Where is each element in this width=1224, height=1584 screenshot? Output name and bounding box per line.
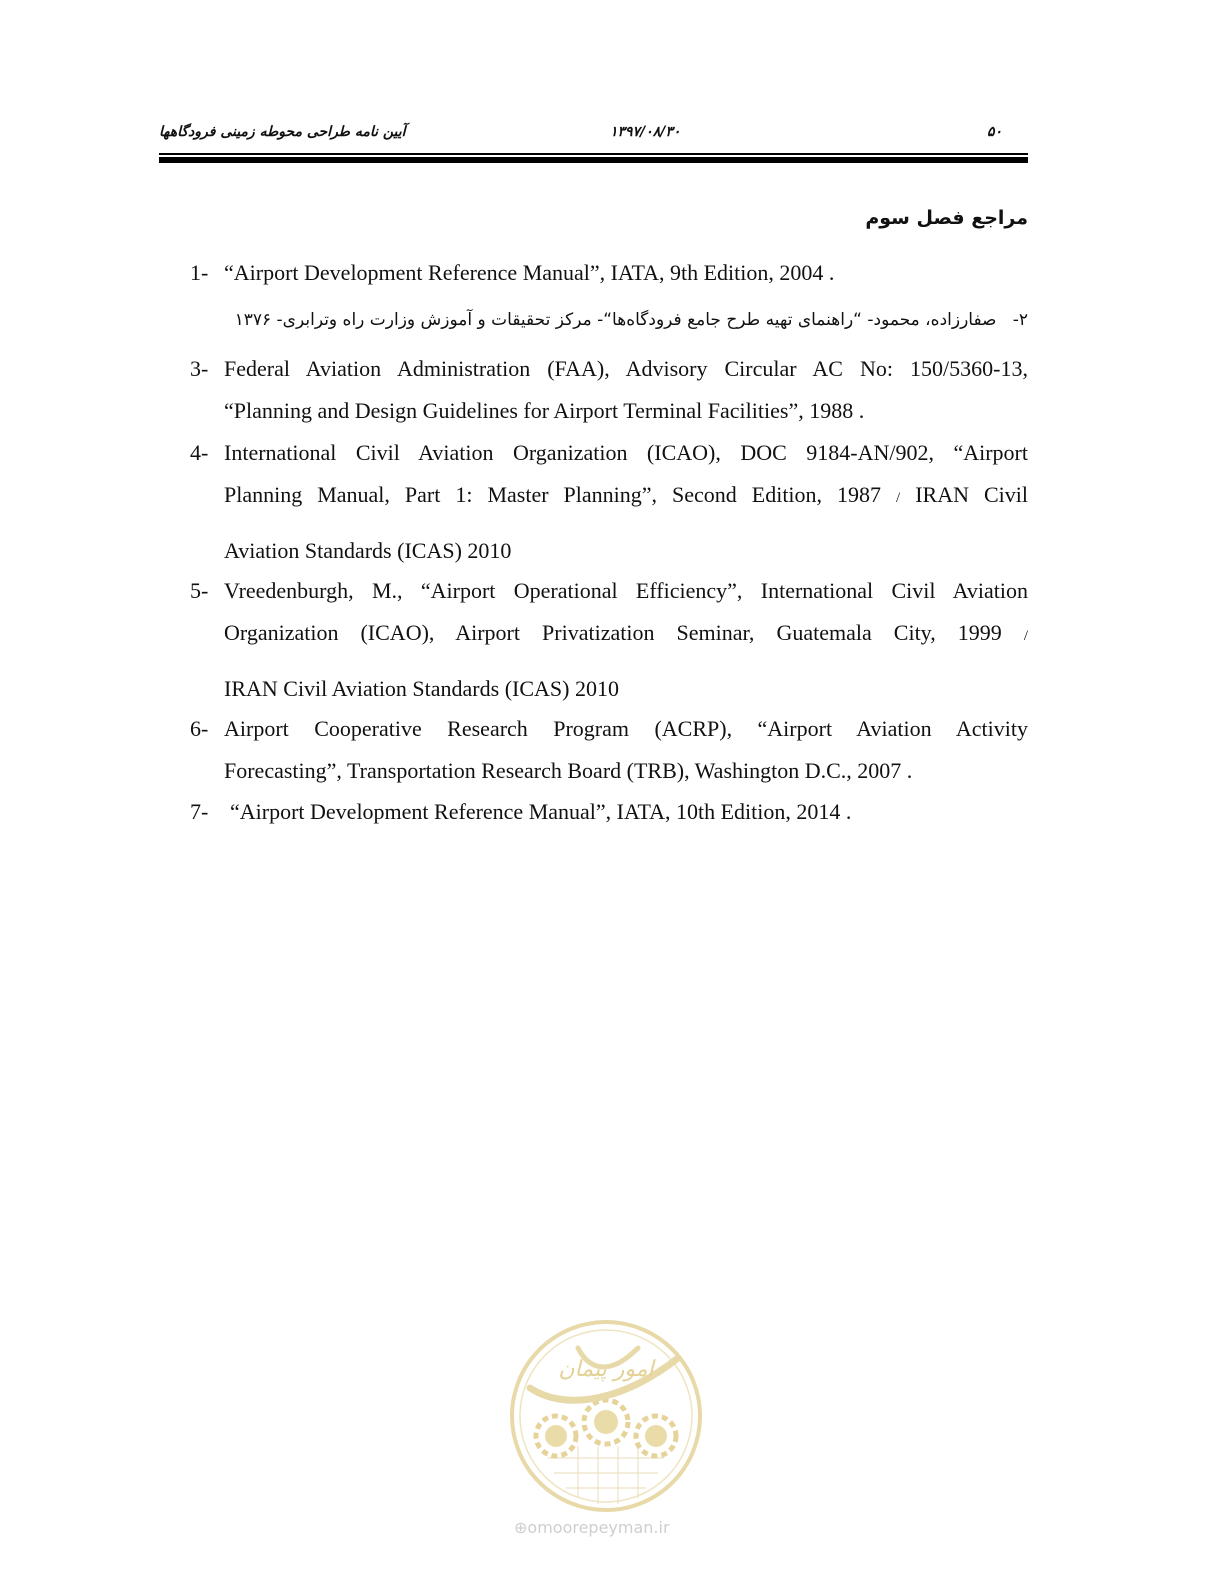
watermark-logo xyxy=(508,1318,704,1514)
page-header xyxy=(159,120,1028,148)
reference-line: Vreedenburgh, M., “Airport Operational Efficiency”, International Civil Aviation xyxy=(224,578,1028,603)
reference-line: International Civil Aviation Organization (ICAO), DOC 9184-AN/902, “Airport xyxy=(224,440,1028,465)
reference-number: 3- xyxy=(190,356,209,381)
watermark-url xyxy=(514,1518,670,1537)
reference-number: 7- xyxy=(190,799,209,824)
reference-number: 4- xyxy=(190,440,209,465)
reference-line: IRAN Civil Aviation Standards (ICAS) 2010 xyxy=(224,676,619,701)
reference-number: 5- xyxy=(190,578,209,603)
reference-number: 1- xyxy=(190,260,209,285)
reference-line: Aviation Standards (ICAS) 2010 xyxy=(224,538,512,563)
reference-text xyxy=(224,348,1028,432)
reference-line-part: Organization (ICAO), Airport Privatization Seminar, Guatemala City, 1999 xyxy=(224,620,1002,645)
reference-number: 6- xyxy=(190,716,209,741)
reference-line: Forecasting”, Transportation Research Board (TRB), Washington D.C., 2007 . xyxy=(224,758,913,783)
watermark-logo-text: امور پیمان xyxy=(558,1357,654,1382)
reference-line: Federal Aviation Administration (FAA), Advisory Circular AC No: 150/5360-13, xyxy=(224,356,1028,381)
reference-line: “Airport Development Reference Manual”, IATA, 10th Edition, 2014 . xyxy=(230,799,852,824)
reference-number: ۲- xyxy=(1012,310,1028,330)
reference-line: صفارزاده، محمود- “راهنمای تهیه طرح جامع فرودگاه‌ها“- مرکز تحقیقات و آموزش وزارت راه وترابری- ۱۳۷۶ xyxy=(234,310,997,330)
reference-text-persian xyxy=(235,310,1028,330)
reference-line-with-separator xyxy=(224,474,1028,519)
reference-line: “Planning and Design Guidelines for Airport Terminal Facilities”, 1988 . xyxy=(224,398,865,423)
header-divider-thin xyxy=(159,153,1028,155)
reference-line-with-separator xyxy=(224,612,1028,657)
reference-line: “Airport Development Reference Manual”, IATA, 9th Edition, 2004 . xyxy=(224,260,835,285)
reference-text xyxy=(224,570,1028,710)
reference-line-part: Planning Manual, Part 1: Master Planning”, Second Edition, 1987 xyxy=(224,482,882,507)
separator-slash: / xyxy=(896,490,901,506)
section-heading: مراجع فصل سوم xyxy=(865,207,1028,229)
document-date: ۱۳۹۷/۰۸/۳۰ xyxy=(610,124,681,140)
reference-text xyxy=(230,791,1034,833)
reference-line-part: IRAN Civil xyxy=(915,482,1028,507)
page-number: ۵۰ xyxy=(986,124,1002,140)
reference-line: Airport Cooperative Research Program (ACRP), “Airport Aviation Activity xyxy=(224,716,1028,741)
reference-text xyxy=(224,252,1028,294)
document-title: آیین نامه طراحی محوطه زمینی فرودگاهها xyxy=(159,124,406,140)
separator-slash: / xyxy=(1023,628,1029,644)
header-divider-thick xyxy=(159,157,1028,163)
reference-text xyxy=(224,708,1028,792)
watermark-url-text: omoorepeyman.ir xyxy=(527,1518,670,1537)
reference-text xyxy=(224,432,1028,572)
globe-icon: ⊕ xyxy=(514,1518,528,1537)
